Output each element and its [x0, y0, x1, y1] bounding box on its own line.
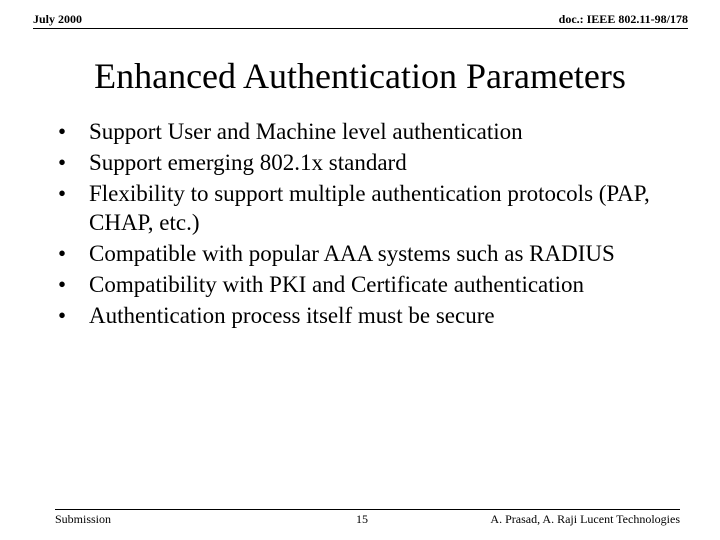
bullet-item [58, 239, 678, 268]
bullet-item [58, 301, 678, 330]
footer-page-number: 15 [356, 512, 368, 526]
header-date: July 2000 [33, 12, 83, 26]
bullet-item [58, 270, 678, 299]
footer-submission: Submission [55, 512, 112, 526]
bullet-text: Compatible with popular AAA systems such as RADIUS [89, 241, 615, 266]
bullet-text: Support User and Machine level authentication [89, 119, 523, 144]
slide-title: Enhanced Authentication Parameters [94, 56, 626, 96]
footer-rule [55, 509, 680, 510]
bullet-item [58, 179, 678, 237]
bullet-icon: • [58, 150, 67, 175]
bullet-text: Support emerging 802.1x standard [89, 150, 407, 175]
bullet-icon: • [58, 272, 67, 297]
bullet-icon: • [58, 303, 67, 328]
footer-authors: A. Prasad, A. Raji Lucent Technologies [490, 512, 680, 526]
bullet-icon: • [58, 119, 67, 144]
bullet-text: Authentication process itself must be secure [89, 303, 495, 328]
bullet-text: Compatibility with PKI and Certificate authentication [89, 272, 585, 297]
bullet-text: Flexibility to support multiple authentication protocols (PAP, CHAP, etc.) [89, 181, 650, 235]
bullet-icon: • [58, 181, 67, 206]
bullet-item [58, 117, 678, 146]
header-doc-id: doc.: IEEE 802.11-98/178 [558, 12, 688, 26]
header-rule [33, 28, 688, 29]
bullet-icon: • [58, 241, 67, 266]
bullet-list [58, 117, 678, 332]
bullet-item [58, 148, 678, 177]
